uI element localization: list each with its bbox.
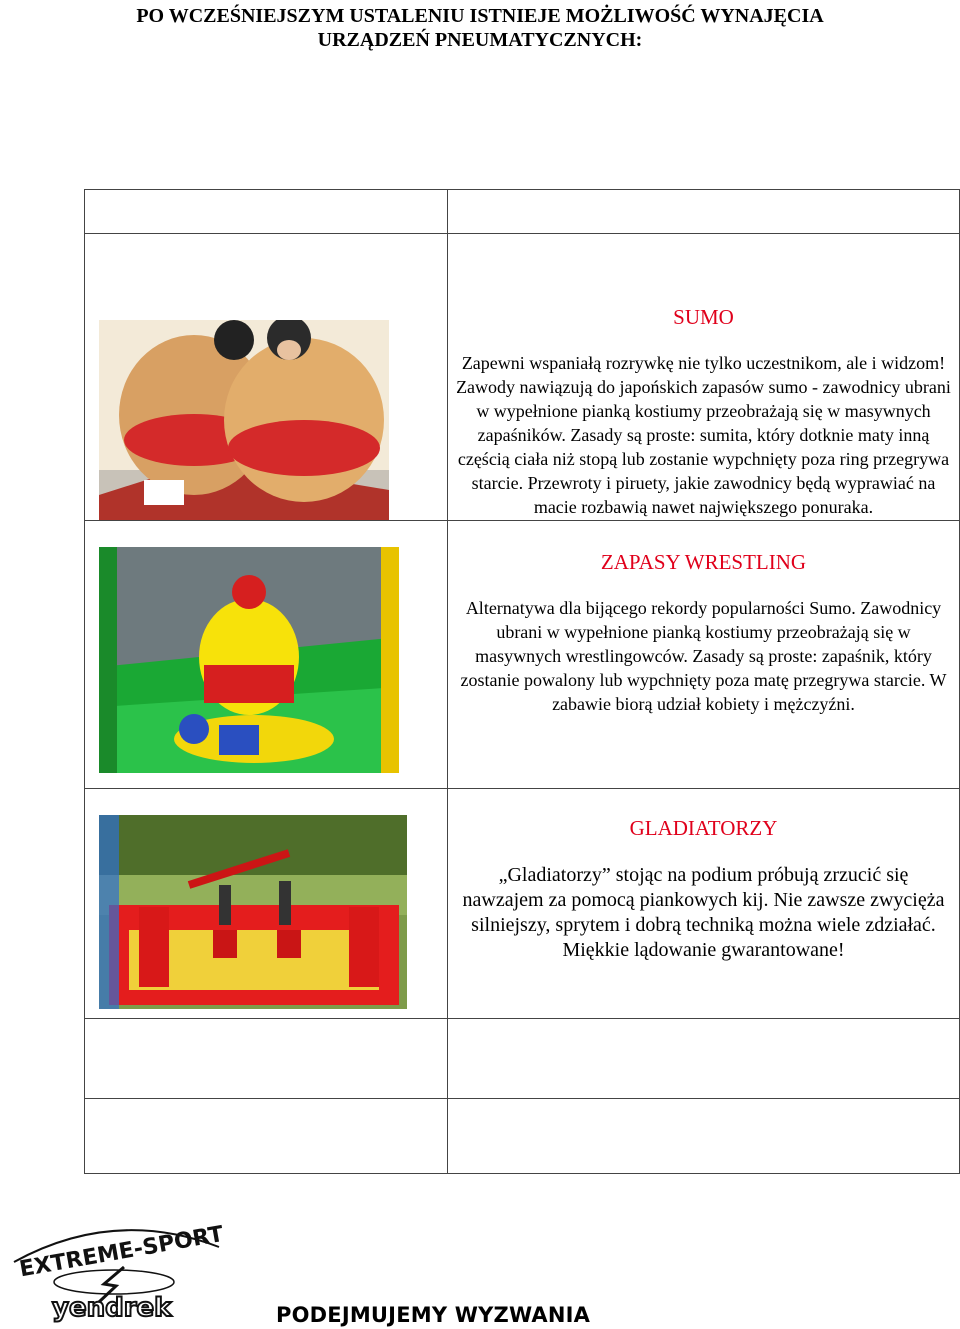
item-title: SUMO bbox=[673, 305, 734, 329]
offer-table bbox=[84, 189, 960, 1174]
offer-row-gladiators bbox=[85, 789, 960, 1019]
empty-cell bbox=[448, 1019, 960, 1099]
wrestling-photo bbox=[99, 547, 399, 773]
empty-cell bbox=[448, 190, 960, 234]
photo-cell bbox=[85, 789, 448, 1019]
description-cell bbox=[448, 521, 960, 789]
photo-cell bbox=[85, 234, 448, 521]
logo-top-text: EXTREME-SPORT bbox=[17, 1221, 226, 1283]
empty-row-gap bbox=[85, 1019, 960, 1099]
footer-slogan: PODEJMUJEMY WYZWANIA bbox=[276, 1303, 591, 1327]
logo-bottom-text: yendrek bbox=[52, 1293, 172, 1323]
item-description: Alternatywa dla bijącego rekordy popularności Sumo. Zawodnicy ubrani w wypełnione pianką kostiumy przeobrażają się w masywnych wrestlingowców. Zasady są proste: zapaśnik, który zostanie powalony lub wypchnięty poza matę przegrywa starcie. W zabawie biorą udział kobiety i mężczyźni. bbox=[460, 598, 947, 714]
extreme-sport-logo bbox=[4, 1212, 234, 1324]
empty-cell bbox=[448, 1099, 960, 1174]
description-cell bbox=[448, 789, 960, 1019]
page-header bbox=[0, 4, 960, 52]
sumo-photo bbox=[99, 320, 389, 520]
offer-row-wrestling bbox=[85, 521, 960, 789]
header-line-2: URZĄDZEŃ PNEUMATYCZNYCH: bbox=[317, 29, 643, 51]
offer-row-sumo bbox=[85, 234, 960, 521]
empty-row-bottom bbox=[85, 1099, 960, 1174]
gladiator-photo bbox=[99, 815, 407, 1009]
item-title: ZAPASY WRESTLING bbox=[600, 550, 807, 574]
empty-cell bbox=[85, 1019, 448, 1099]
item-description: „Gladiatorzy” stojąc na podium próbują zrzucić się nawzajem za pomocą piankowych kij. Nie zawsze zwycięża silniejszy, sprytem i dobrą techniką można wiele zdziałać. Miękkie lądowanie gwarantowane! bbox=[462, 864, 945, 961]
item-title: GLADIATORZY bbox=[629, 816, 778, 840]
description-cell bbox=[448, 234, 960, 521]
item-description: Zapewni wspaniałą rozrywkę nie tylko uczestnikom, ale i widzom! Zawody nawiązują do japońskich zapasów sumo - zawodnicy ubrani w wypełnione pianką kostiumy przeobrażają się w masywnych zapaśników. Zasady są proste: sumita, który dotknie maty inną częścią ciała niż stopą lub zostanie wypchnięty poza ring przegrywa starcie. Przewroty i piruety, jakie zawodnicy będą wyprawiać na macie rozbawią nawet największego ponuraka. bbox=[456, 353, 951, 517]
empty-cell bbox=[85, 190, 448, 234]
photo-cell bbox=[85, 521, 448, 789]
header-line-1: PO WCZEŚNIEJSZYM USTALENIU ISTNIEJE MOŻLIWOŚĆ WYNAJĘCIA bbox=[136, 5, 824, 27]
empty-row-top bbox=[85, 190, 960, 234]
empty-cell bbox=[85, 1099, 448, 1174]
